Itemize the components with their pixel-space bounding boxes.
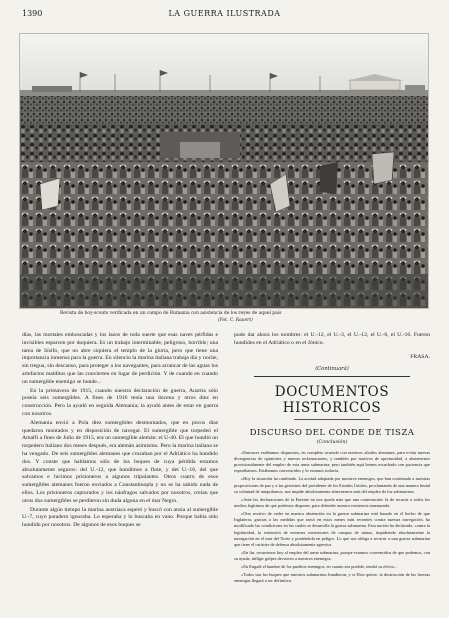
author-signature: FRASA. [410, 353, 430, 360]
continued-note: (Continuará) [315, 365, 349, 372]
speech-paragraph: »Otro motivo de ceder en nuestra abstención en la guerra submarina está basado en el hecho de que Inglaterra, gracias a las medidas que tomó en estos meses más recientes contra nuestra navegación, ha modificado las condiciones en las cuales se desarrolla la guerra submarina. Esta nación ha declarado, contra la legitimidad, la extensión de enormes extensiones de campos de minas, impidiendo absolutamente la navegación en el mar del Norte y poniéndola en peligro. Lo que nos obliga a recurrir a una guerra submarina que tiene el carácter de defensa absolutamente agresiva. [234, 510, 430, 548]
article-title: DISCURSO DEL CONDE DE TISZA [249, 427, 415, 438]
photo-credit: (Fot. C. Rauert) [218, 318, 253, 323]
speech-paragraph: »Ante las declaraciones de la Entente no nos queda más que una contestación: la de recurrir a todos los medios legítimos de que podemos disponer, para defender nuestra existencia amenazada. [234, 496, 430, 508]
article-subnote: (Conclusión) [316, 439, 348, 445]
speech-paragraph: »Hoy la situación ha cambiado. La actitud adoptada por nuestros enemigos, que han contestado a nuestras proposiciones de paz y a las gestiones del presidente de los Estados Unidos, proclamando de una manera brutal su voluntad de aniquilarnos, nos impide absolutamente abstenernos más del empleo de los submarinos. [234, 476, 430, 494]
article-paragraph: Durante algún tiempo la marina austriaca esperó y buscó con ansia al sumergible U.-7, cuyo paradero ignoraba. Lo esperaba y lo buscaba en vano. Porque había sido hundido por nosotros. De algunos de esos buques se [22, 506, 218, 529]
article-paragraph: días, las mortales emboscadas y los lazos de toda suerte que esas naves pérfidas e invisibles esparcen por doquiera. Es un trabajo interminable, peligroso, horrible; una tarea de Sísifo, que no abre siquiera el templo de la gloria, pero que tiene una importancia inmensa para la guerra. En silencio la marina italiana trabaja día y noche, sin tregua, sin descanso, para proteger a los navegantes, para arrancar de las aguas los artefactos malditos que las convierten en lugar de perdición. Y de cuando en cuando un sumergible enemigo se hunde... [22, 332, 218, 385]
section-headline: DOCUMENTOS HISTORICOS [274, 383, 390, 416]
article-paragraph: Alemania envió a Pola diez sumergibles desmontados, que en pocos días quedaron montados y en disposición de navegar. El sumergible que torpedeó el Amalfi a fines de Julio de 1915, era un sumergible alemán: el U-40. El que hundió un torpedero italiano dos meses después, era alemán asimismo. Pero la marina italiana se ha vengado. De seis sumergibles alemanes que cruzaban por el Adriático ha hundido dos. Y conste que hablamos sólo de los buques de cuya pérdida estamos absolutamente seguros: del U.-12, que hundimos a flote, y del U.-16, del que salvamos e hicimos prisioneros a algunos tripulantes. Otros cuatro de esos sumergibles alemanes fueron enviados a Constantinopla y no se ha sabido nada de ellos. Los prisioneros capturados y los náufragos salvados por nosotros, creían que otros dos sumergibles se perdieron sin duda alguna en el mar Negro. [22, 419, 218, 504]
speech-paragraph: »En Engadi el hambre de los pueblos enemigos, en cuanto sea posible, tendrá su efecto... [241, 564, 398, 570]
running-title: LA GUERRA ILUSTRADA [168, 9, 281, 18]
speech-paragraph: »En fin, recurrimos hoy al empleo del arma submarina, porque estamos convencidos de que podemos, con su ayuda, infligir golpes decisivos a nuestros enemigos. [234, 550, 430, 562]
section-divider [254, 376, 410, 377]
boy-scouts-review-photo [20, 34, 428, 308]
left-column [22, 332, 218, 531]
photo-caption: Revista de boy-scouts verificada en un campo de Rumania con asistencia de los reyes de aquel país [60, 311, 282, 316]
photograph [19, 33, 429, 309]
article-paragraph: En la primavera de 1915, cuando nuestra declaración de guerra, Austria sólo poseía seis sumergibles. A fines de 1916 tenía una docena y otros diez en construcción. Pero la ayudó en seguida Alemania; la ayudó antes de estar en guerra con nosotros. [22, 387, 218, 417]
headline-rule [294, 419, 370, 420]
speech-paragraph: »Todos son los buques que nuestros submarinos hundieron, y si Dios quiere, la destrucción de las fuerzas enemigas llegará a ser definitiva. [234, 571, 430, 584]
page-number: 1390 [22, 9, 43, 18]
article-continuation: pudo dar ahora los nombres: el U.-12, el U.-3, el U.-12, el U.-6, el U.-16. Fueron hundidos en el Adriático o en el Jónico. [234, 332, 430, 346]
right-column [234, 332, 430, 586]
speech-paragraph: «Entonces estábamos dispuestos, en completo acuerdo con nuestros aliados alemanes, para evitar nuevas divergencias de opiniones y nuevas reclamaciones, y también por motivos de oportunidad, a abstenernos provisionalmente del empleo de esta arma submarina; pero también aquí hemos escuchado con paciencia que esperábamos. Estábamos convencidos y lo estamos todavía. [234, 449, 430, 474]
